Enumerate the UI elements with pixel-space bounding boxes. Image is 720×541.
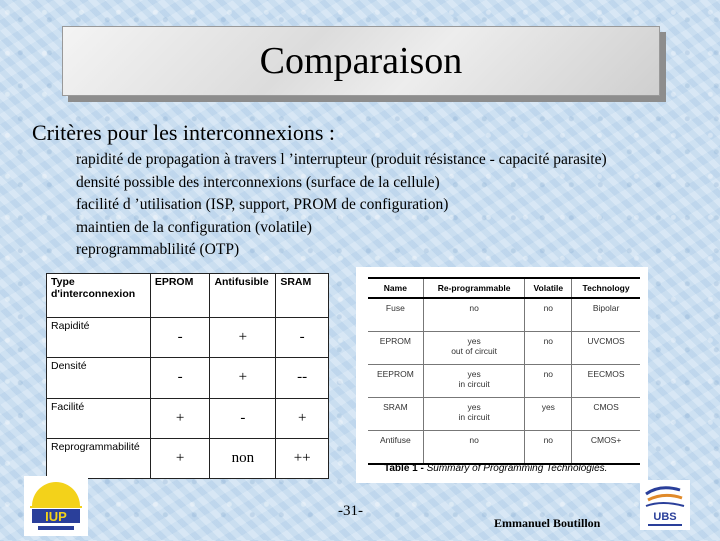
criteria-item: densité possible des interconnexions (surface de la cellule)	[76, 173, 440, 191]
author-name: Emmanuel Boutillon	[494, 516, 601, 530]
cell-value: no	[469, 303, 479, 313]
table-cell: +	[150, 398, 210, 438]
criteria-item: reprogrammablilité (OTP)	[76, 241, 240, 258]
table-row	[368, 431, 640, 465]
table-cell: +	[276, 398, 329, 438]
iup-logo	[24, 476, 88, 536]
table-caption	[384, 463, 607, 474]
cell-note: in circuit	[458, 412, 490, 422]
table-header: Re-programmable	[423, 278, 525, 298]
table-cell: EPROM	[368, 332, 423, 365]
table-cell: yes	[525, 398, 572, 431]
table-header: Name	[368, 278, 423, 298]
table-cell: SRAM	[368, 398, 423, 431]
criteria-heading: Critères pour les interconnexions :	[32, 120, 336, 145]
comparison-table	[46, 273, 329, 479]
caption-label: Table 1 -	[384, 463, 424, 474]
table-cell: +	[150, 438, 210, 478]
criteria-item: maintien de la configuration (volatile)	[76, 218, 312, 236]
table-cell: +	[210, 358, 276, 398]
table-cell: EECMOS	[572, 365, 640, 398]
table-row	[368, 365, 640, 398]
page-number: -31-	[338, 503, 363, 519]
table-cell	[423, 398, 525, 431]
title-box	[62, 26, 660, 96]
cell-note: in circuit	[458, 379, 490, 389]
table-cell: +	[210, 318, 276, 358]
row-label: Rapidité	[47, 318, 151, 358]
table-cell: no	[525, 431, 572, 465]
ubs-logo-text: UBS	[653, 511, 677, 523]
table-header: EPROM	[150, 274, 210, 318]
criteria-item: rapidité de propagation à travers l ’interrupteur (produit résistance - capacité parasite)	[76, 151, 607, 168]
table-row	[368, 332, 640, 365]
caption-text: Summary of Programming Technologies.	[426, 463, 608, 474]
row-label: Densité	[47, 358, 151, 398]
table-cell: --	[276, 358, 329, 398]
ubs-logo	[640, 480, 690, 530]
table-row	[368, 298, 640, 332]
iup-logo-text: IUP	[45, 509, 67, 524]
row-label: Facilité	[47, 398, 151, 438]
table-cell: -	[150, 318, 210, 358]
row-label: Reprogrammabilité	[47, 438, 151, 478]
table-cell: -	[210, 398, 276, 438]
cell-value: yes	[467, 369, 481, 379]
table-header: Antifusible	[210, 274, 276, 318]
table-cell	[423, 332, 525, 365]
criteria-item: facilité d ’utilisation (ISP, support, PROM de configuration)	[76, 196, 449, 213]
criteria-list	[76, 149, 607, 262]
table-cell: CMOS+	[572, 431, 640, 465]
table-header: SRAM	[276, 274, 329, 318]
table-cell: UVCMOS	[572, 332, 640, 365]
table-cell: -	[150, 358, 210, 398]
table-cell: no	[525, 332, 572, 365]
table-row	[368, 398, 640, 431]
slide-title: Comparaison	[259, 40, 463, 82]
table-cell	[423, 431, 525, 465]
table-cell: no	[525, 365, 572, 398]
cell-value: no	[469, 435, 479, 445]
table-cell: Fuse	[368, 298, 423, 332]
table-cell	[423, 365, 525, 398]
programming-technologies-table	[356, 267, 648, 483]
cell-value: yes	[467, 336, 481, 346]
iup-logo-icon	[24, 476, 88, 536]
table-cell: -	[276, 318, 329, 358]
cell-value: yes	[467, 402, 481, 412]
table-cell: ++	[276, 438, 329, 478]
table-cell: Bipolar	[572, 298, 640, 332]
table-header: Type d'interconnexion	[47, 274, 151, 318]
table-header: Volatile	[525, 278, 572, 298]
table-cell: EEPROM	[368, 365, 423, 398]
cell-note: out of circuit	[451, 346, 498, 356]
table-cell: non	[210, 438, 276, 478]
table-cell: Antifuse	[368, 431, 423, 465]
table-cell: no	[525, 298, 572, 332]
table-header: Technology	[572, 278, 640, 298]
table-cell: CMOS	[572, 398, 640, 431]
table-cell	[423, 298, 525, 332]
ubs-logo-icon	[640, 480, 690, 530]
